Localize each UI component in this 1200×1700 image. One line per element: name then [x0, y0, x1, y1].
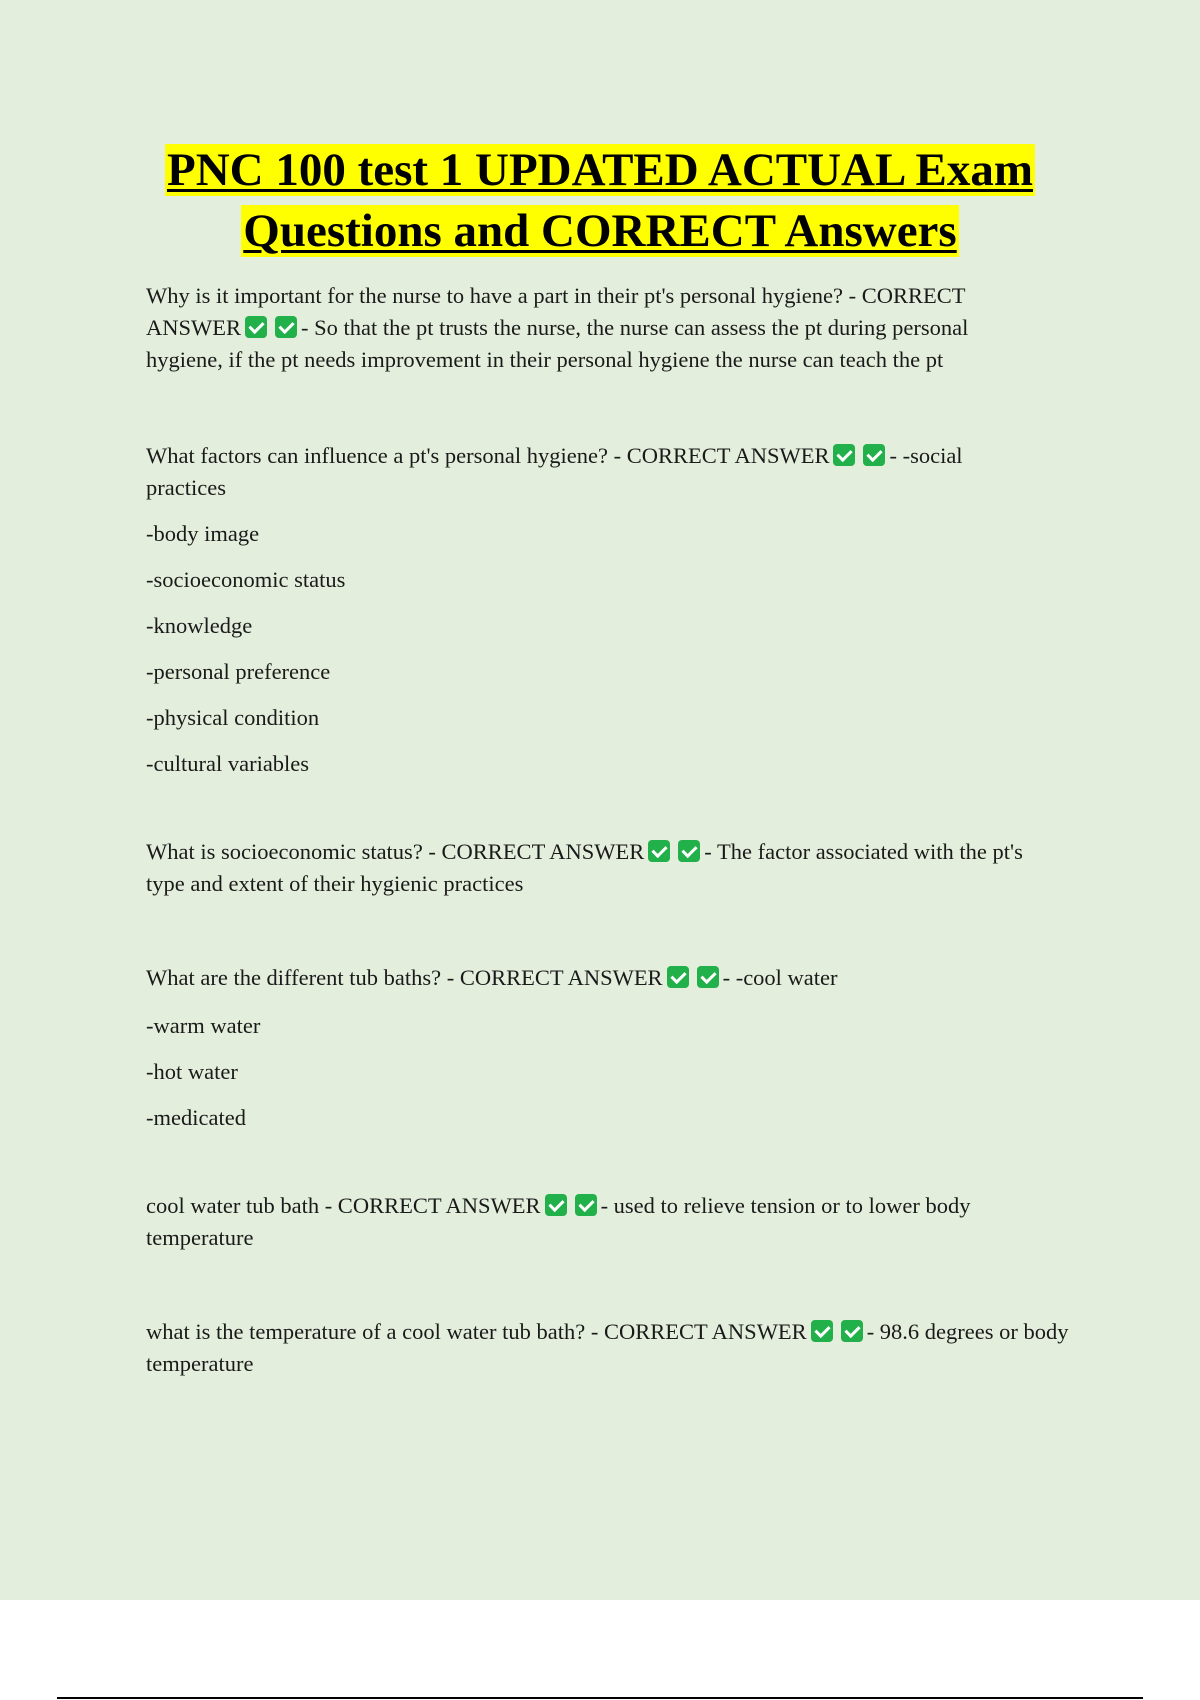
answer-text: - So that the pt trusts the nurse, the nurse can assess the pt during personal hygiene, if the pt needs improvement in their personal hygiene the nurse can teach the pt [146, 315, 969, 372]
qa-entry [146, 962, 1096, 994]
question-text: Why is it important for the nurse to have a part in their pt's personal hygiene? - CORRECT ANSWER [146, 283, 966, 340]
qa-entry [146, 1316, 1096, 1380]
check-box-icon [575, 1194, 597, 1216]
list-item: -medicated [146, 1105, 246, 1130]
question-text: what is the temperature of a cool water tub bath? - CORRECT ANSWER [146, 1319, 807, 1344]
qa-entry [146, 280, 1046, 376]
answer-text: - used to relieve tension or to lower body temperature [146, 1193, 971, 1250]
list-item: -socioeconomic status [146, 567, 346, 592]
footer-divider [57, 1697, 1143, 1699]
document-title [0, 140, 1200, 262]
question-text: cool water tub bath - CORRECT ANSWER [146, 1193, 541, 1218]
check-box-icon [697, 966, 719, 988]
check-box-icon [648, 840, 670, 862]
check-box-icon [667, 966, 689, 988]
qa-entry [146, 440, 1046, 504]
check-box-icon [863, 444, 885, 466]
check-box-icon [833, 444, 855, 466]
check-box-icon [811, 1320, 833, 1342]
list-item: -personal preference [146, 659, 331, 684]
check-box-icon [245, 316, 267, 338]
question-text: What factors can influence a pt's personal hygiene? - CORRECT ANSWER [146, 443, 830, 468]
answer-text: - The factor associated with the pt's type and extent of their hygienic practices [146, 839, 1023, 896]
list-item: -hot water [146, 1059, 238, 1084]
answer-text: - 98.6 degrees or body temperature [146, 1319, 1069, 1376]
title-line-2: Questions and CORRECT Answers [243, 205, 957, 257]
list-item: -physical condition [146, 705, 320, 730]
check-box-icon [275, 316, 297, 338]
check-box-icon [545, 1194, 567, 1216]
qa-entry [146, 836, 1066, 900]
qa-entry [146, 1190, 1046, 1254]
check-box-icon [841, 1320, 863, 1342]
answer-text: - -social practices [146, 443, 963, 500]
list-item: -knowledge [146, 613, 253, 638]
title-line-1: PNC 100 test 1 UPDATED ACTUAL Exam [166, 144, 1033, 196]
list-item: -cultural variables [146, 751, 310, 776]
qa-content [146, 280, 1096, 1380]
answer-text: - -cool water [722, 965, 838, 990]
list-item: -body image [146, 521, 260, 546]
check-box-icon [678, 840, 700, 862]
question-text: What are the different tub baths? - CORRECT ANSWER [146, 965, 663, 990]
list-item: -warm water [146, 1013, 261, 1038]
question-text: What is socioeconomic status? - CORRECT ANSWER [146, 839, 645, 864]
